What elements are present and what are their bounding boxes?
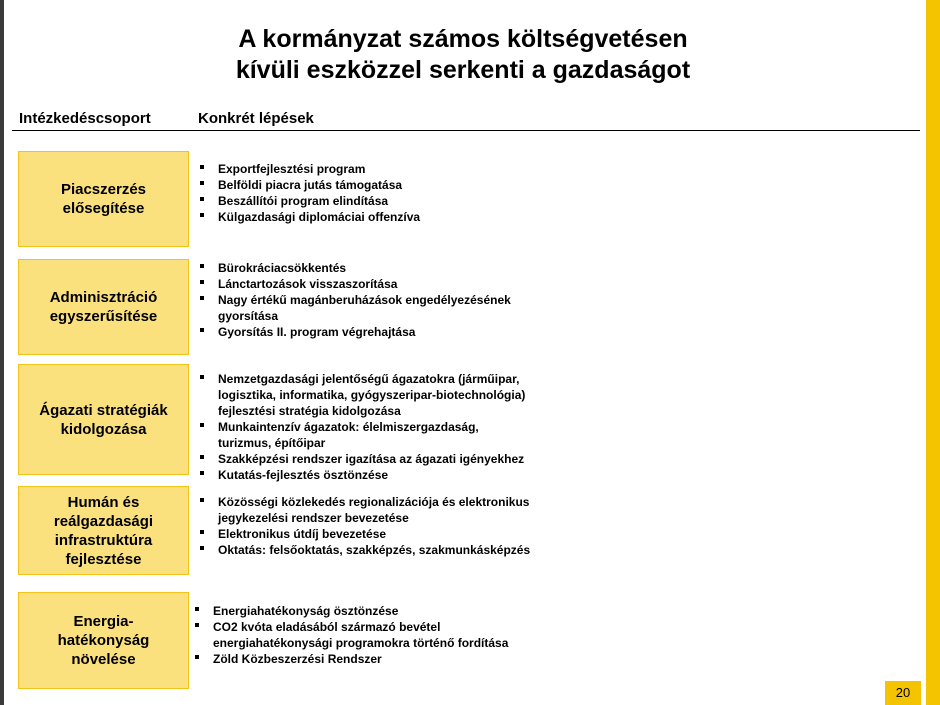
group-box-market [18, 151, 189, 247]
group-name-line: Adminisztráció [49, 289, 158, 306]
title-line-1: A kormányzat számos költségvetésen [238, 25, 688, 53]
group-box-admin [18, 259, 189, 355]
step-text: logisztika, informatika, gyógyszeripar-biotechnológia) [218, 388, 526, 402]
step-text: Gyorsítás II. program végrehajtása [218, 325, 416, 339]
step-text: Közösségi közlekedés regionalizációja és elektronikus [218, 495, 530, 509]
step-text: Külgazdasági diplomáciai offenzíva [218, 210, 421, 224]
step-text: Kutatás-fejlesztés ösztönzése [218, 468, 389, 482]
step-list-sector [198, 371, 525, 483]
step-item [198, 526, 530, 542]
group-box-infrastructure [18, 486, 189, 575]
step-item [198, 260, 511, 276]
step-item [198, 467, 525, 483]
step-text: energiahatékonysági programokra történő fordítása [213, 636, 509, 650]
step-item [193, 603, 508, 619]
step-text: gyorsítása [218, 309, 279, 323]
step-text: Zöld Közbeszerzési Rendszer [213, 652, 382, 666]
step-item [193, 651, 508, 667]
step-text: Munkaintenzív ágazatok: élelmiszergazdaság, [218, 420, 479, 434]
step-item [198, 371, 525, 419]
step-item [198, 419, 525, 451]
step-text: CO2 kvóta eladásából származó bevétel [213, 620, 441, 634]
step-text: Energiahatékonyság ösztönzése [213, 604, 399, 618]
step-text: fejlesztési stratégia kidolgozása [218, 404, 401, 418]
group-name-line: fejlesztése [65, 550, 142, 568]
group-name-line: Energia- [73, 613, 134, 630]
step-list-admin [198, 260, 511, 340]
group-name-line: hatékonyság [57, 632, 150, 649]
group-name-line: Humán és [67, 493, 140, 511]
group-box-sector [18, 364, 189, 475]
group-name-line: elősegítése [62, 200, 145, 217]
page-number: 20 [885, 681, 921, 705]
step-list-infrastructure [198, 494, 530, 558]
step-text: Szakképzési rendszer igazítása az ágazati igényekhez [218, 452, 525, 466]
step-item [198, 161, 420, 177]
step-text: Lánctartozások visszaszorítása [218, 277, 398, 291]
group-name-line: Ágazati stratégiák [39, 401, 168, 419]
group-name-line: Piacszerzés [60, 181, 147, 198]
group-name-line: növelése [71, 651, 136, 668]
column-header-steps: Konkrét lépések [198, 110, 314, 127]
header-divider [12, 130, 920, 131]
step-list-energy [193, 603, 508, 667]
step-text: Nagy értékű magánberuházások engedélyezésének [218, 293, 511, 307]
step-item [198, 177, 420, 193]
group-name-line: kidolgozása [60, 420, 147, 438]
group-box-energy [18, 592, 189, 689]
group-name-line: infrastruktúra [54, 531, 153, 549]
step-text: Nemzetgazdasági jelentőségű ágazatokra (járműipar, [218, 372, 520, 386]
step-text: Belföldi piacra jutás támogatása [218, 178, 403, 192]
column-header-group: Intézkedéscsoport [19, 110, 151, 127]
accent-side-bar [926, 0, 940, 705]
step-item [198, 324, 511, 340]
group-name-line: reálgazdasági [53, 512, 154, 530]
step-text: Beszállítói program elindítása [218, 194, 389, 208]
slide-title [0, 24, 926, 86]
left-edge-bar [0, 0, 4, 705]
step-text: Elektronikus útdíj bevezetése [218, 527, 387, 541]
step-item [198, 209, 420, 225]
step-item [198, 276, 511, 292]
step-list-market [198, 161, 420, 225]
step-text: jegykezelési rendszer bevezetése [218, 511, 409, 525]
title-line-2: kívüli eszközzel serkenti a gazdaságot [235, 56, 691, 84]
step-item [193, 619, 508, 651]
step-item [198, 451, 525, 467]
step-item [198, 193, 420, 209]
step-text: Exportfejlesztési program [218, 162, 366, 176]
group-name-line: egyszerűsítése [49, 308, 158, 325]
step-item [198, 542, 530, 558]
step-item [198, 494, 530, 526]
step-item [198, 292, 511, 324]
step-text: Bürokráciacsökkentés [218, 261, 347, 275]
step-text: Oktatás: felsőoktatás, szakképzés, szakmunkásképzés [218, 543, 531, 557]
step-text: turizmus, építőipar [218, 436, 326, 450]
